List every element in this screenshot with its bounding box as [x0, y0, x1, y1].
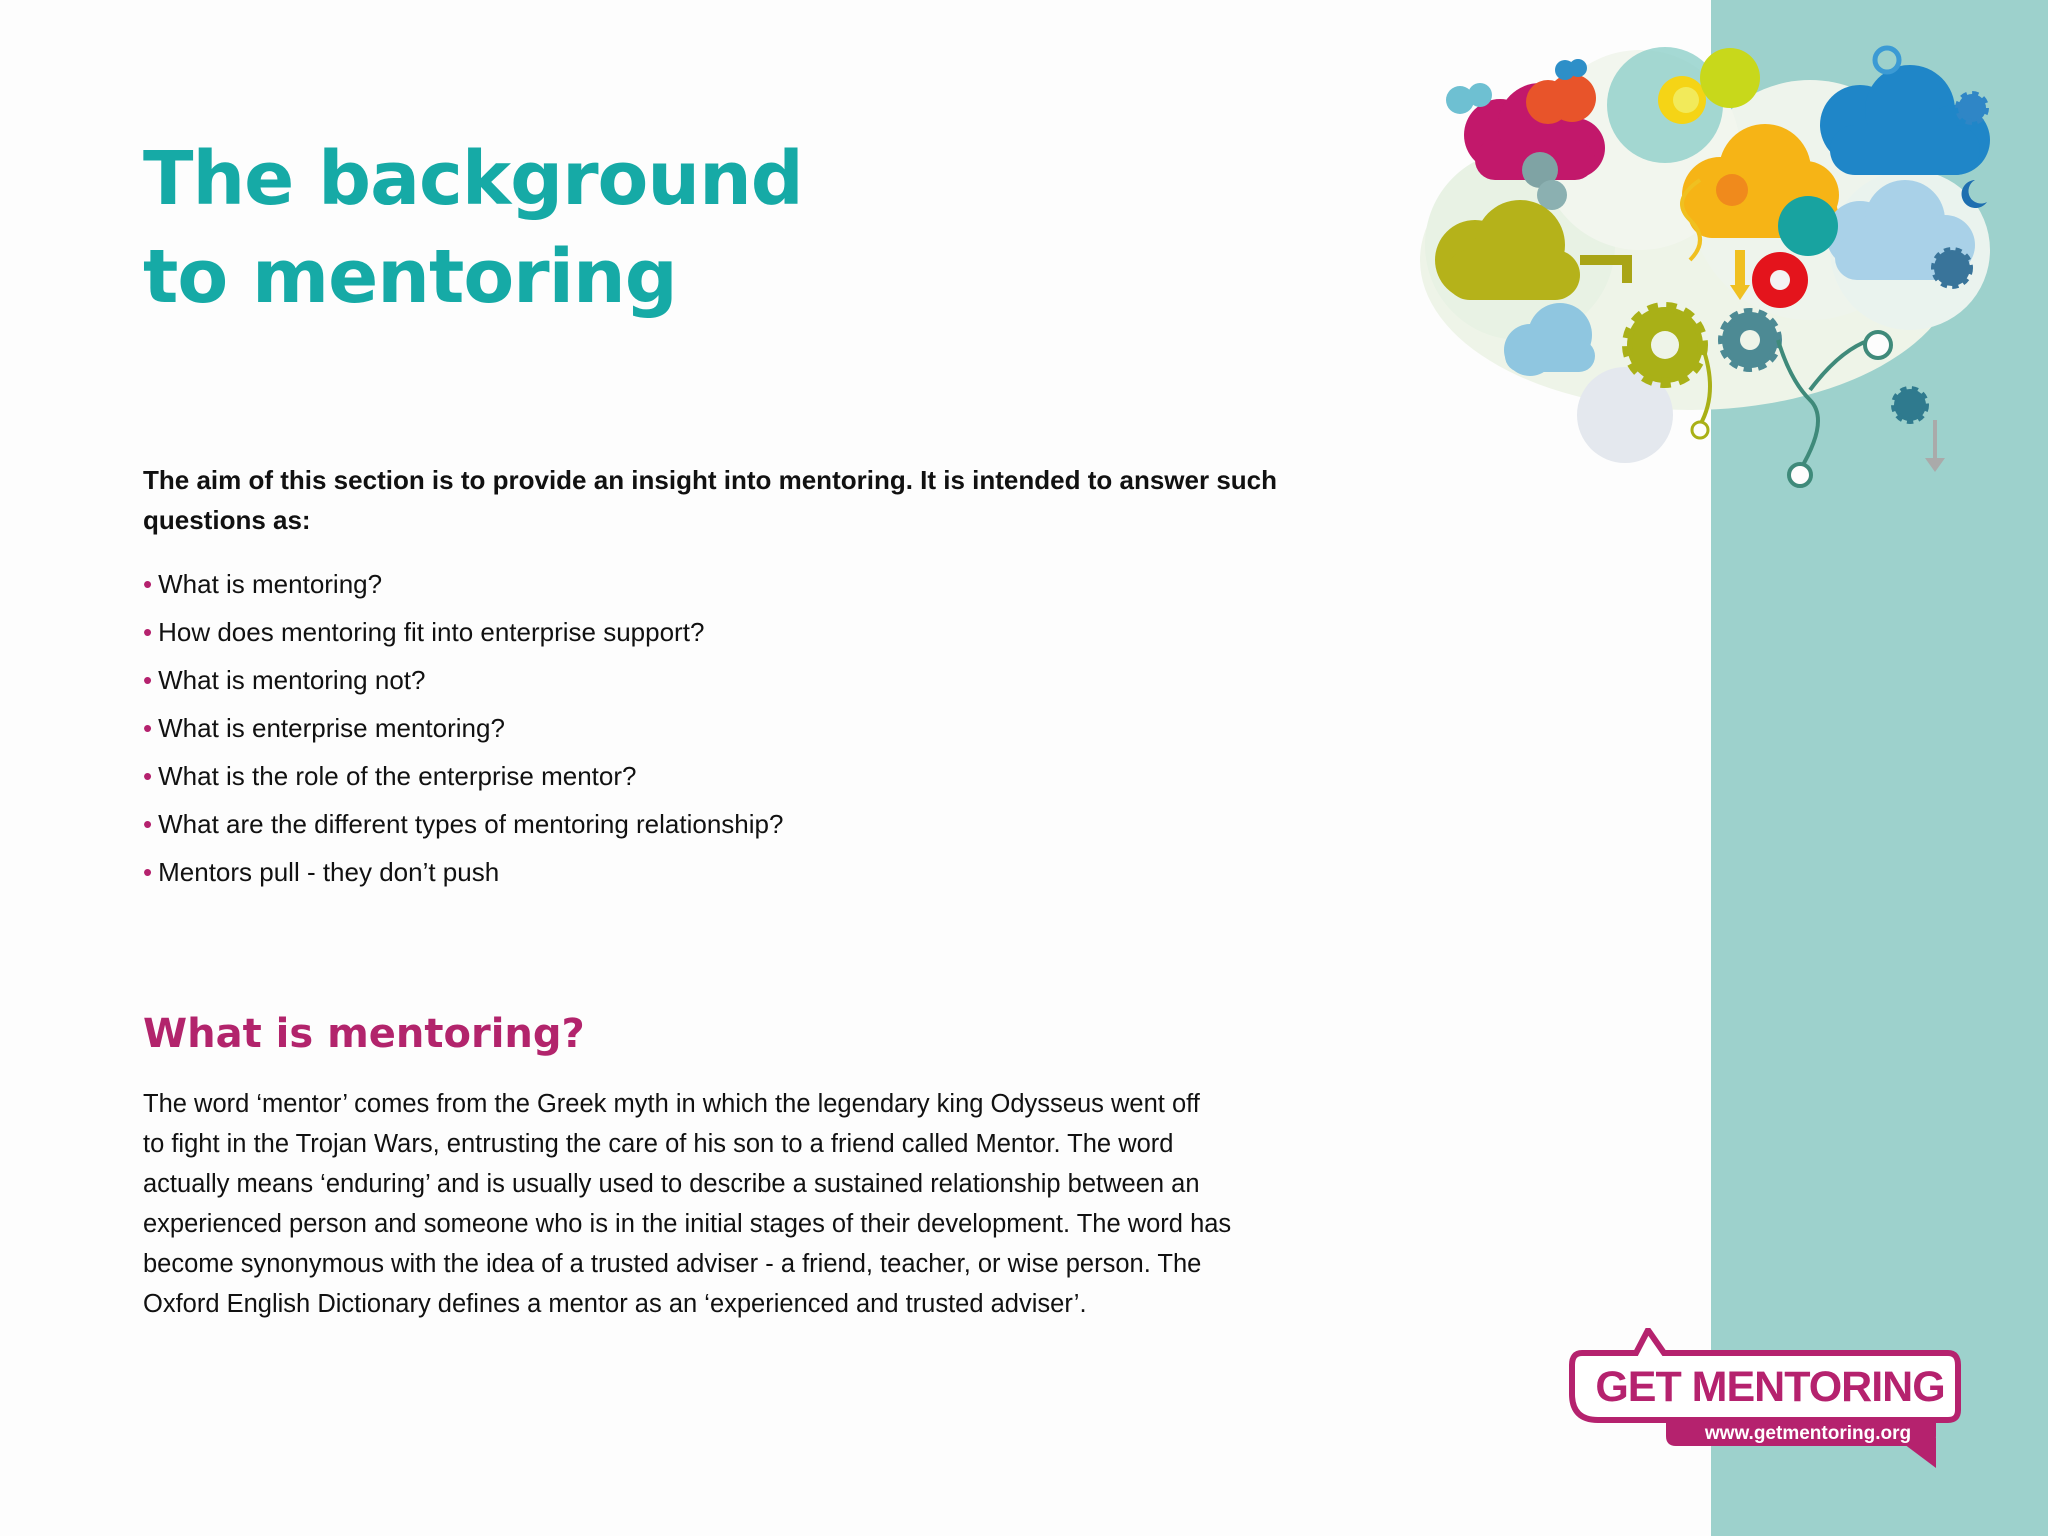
bullet-icon: • [143, 569, 153, 599]
ring-node-icon [1692, 422, 1708, 438]
list-item [143, 800, 783, 848]
list-item [143, 704, 783, 752]
lime-circle-icon [1700, 48, 1760, 108]
body-line: Oxford English Dictionary defines a mentor as an ‘experienced and trusted adviser’. [143, 1290, 1087, 1318]
body-line: to fight in the Trojan Wars, entrusting the care of his son to a friend called Mentor. The word [143, 1130, 1174, 1158]
intro-paragraph: The aim of this section is to provide an insight into mentoring. It is intended to answer such questions as: [143, 465, 1277, 535]
list-item-text: What is mentoring? [158, 569, 383, 599]
ring-icon [1875, 48, 1899, 72]
list-item [143, 752, 783, 800]
list-item-text: How does mentoring fit into enterprise support? [158, 617, 705, 647]
ring-node-icon [1865, 332, 1891, 358]
body-line: experienced person and someone who is in the initial stages of their development. The word has [143, 1210, 1232, 1238]
teal-hexagon-icon [1778, 196, 1838, 256]
body-line: The word ‘mentor’ comes from the Greek myth in which the legendary king Odysseus went off [143, 1090, 1200, 1118]
bullet-icon: • [143, 761, 153, 791]
list-item-text: Mentors pull - they don’t push [158, 857, 500, 887]
body-paragraph [143, 1084, 1293, 1324]
page-title [143, 130, 803, 326]
small-teal-gear-icon [1894, 389, 1926, 421]
body-line: become synonymous with the idea of a trusted adviser - a friend, teacher, or wise person. The [143, 1250, 1202, 1278]
orange-cloud-icon [1526, 74, 1596, 124]
list-item [143, 656, 783, 704]
list-item [143, 608, 783, 656]
small-top-gear-icon [1958, 94, 1986, 122]
page-title-line: to mentoring [143, 234, 677, 320]
small-blue-gear-icon [1934, 250, 1970, 286]
red-gear-icon [1752, 252, 1808, 308]
page-title-line: The background [143, 136, 803, 222]
body-line: actually means ‘enduring’ and is usually used to describe a sustained relationship between an [143, 1170, 1200, 1198]
teal-gear-icon [1722, 312, 1778, 368]
list-item [143, 848, 783, 896]
logo-url: www.getmentoring.org [1704, 1423, 1912, 1444]
bullet-icon: • [143, 617, 153, 647]
bullet-icon: • [143, 857, 153, 887]
blue-cloud-icon [1820, 65, 1990, 175]
list-item-text: What are the different types of mentoring relationship? [158, 809, 784, 839]
section-heading: What is mentoring? [143, 1011, 585, 1057]
clouds-gears-illustration [1390, 30, 2020, 500]
bullet-icon: • [143, 809, 153, 839]
bullet-icon: • [143, 665, 153, 695]
list-item-text: What is mentoring not? [158, 665, 426, 695]
list-item [143, 560, 783, 608]
bullet-icon: • [143, 713, 153, 743]
questions-list [143, 560, 783, 896]
list-item-text: What is enterprise mentoring? [158, 713, 505, 743]
grey-arrow-icon [1925, 420, 1945, 472]
list-item-text: What is the role of the enterprise mentor? [158, 761, 637, 791]
logo-title: GET MENTORING [1595, 1363, 1945, 1411]
olive-gear-icon [1627, 307, 1703, 383]
ring-node-icon [1789, 464, 1811, 486]
